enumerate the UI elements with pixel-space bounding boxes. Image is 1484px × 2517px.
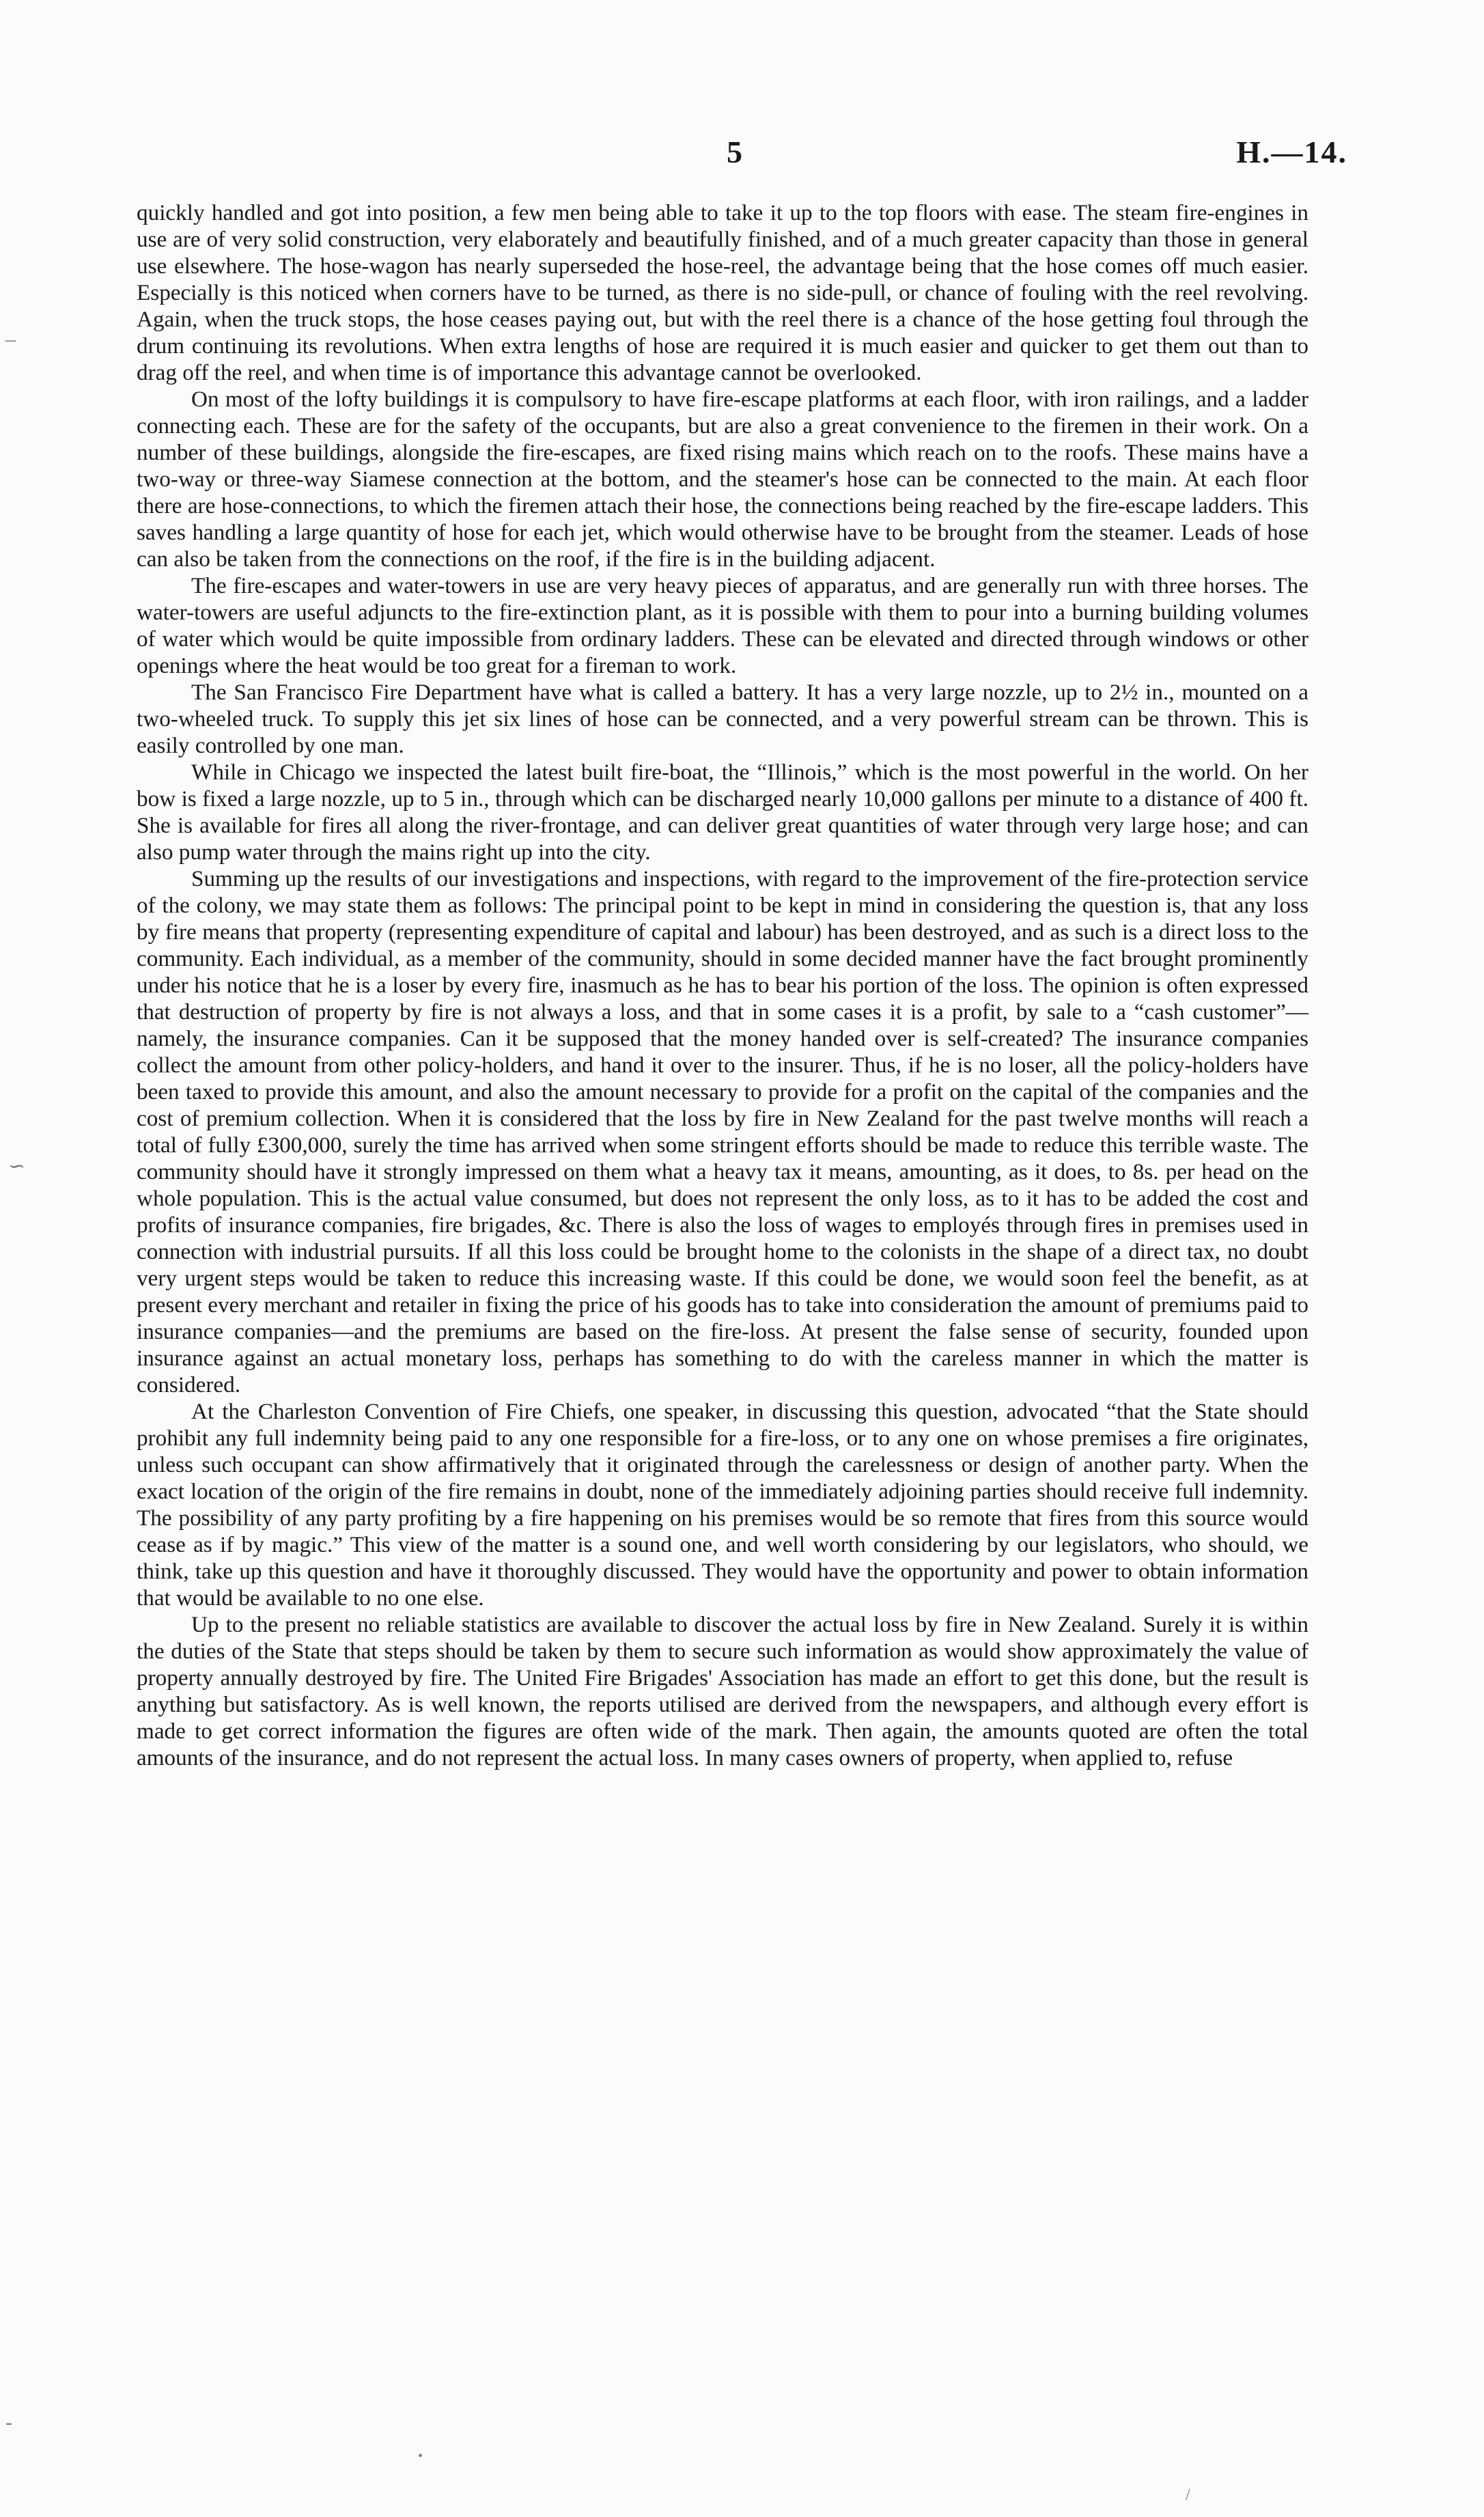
page-number: 5 xyxy=(727,135,743,169)
paragraph: At the Charleston Convention of Fire Chiefs, one speaker, in discussing this question, advocated “that the State should prohibit any full indemnity being paid to any one responsible for a fire-loss, or to any one on whose premises a fire originates, unless such occupant can show affirmatively that it originated through the carelessness or design of another party. When the exact location of the origin of the fire remains in doubt, none of the immediately adjoining parties should receive full indemnity. The possibility of any party profiting by a fire happening on his premises would be so remote that fires from this source would cease as if by magic.” This view of the matter is a sound one, and well worth considering by our legislators, who should, we think, take up this question and have it thoroughly discussed. They would have the opportunity and power to obtain information that would be available to no one else. xyxy=(137,1399,1308,1611)
scan-mark: – xyxy=(5,328,16,350)
scan-mark: • xyxy=(418,2449,423,2464)
scan-mark: - xyxy=(5,2411,12,2434)
body-text xyxy=(137,199,1308,1771)
paragraph: While in Chicago we inspected the latest built fire-boat, the “Illinois,” which is the most powerful in the world. On her bow is fixed a large nozzle, up to 5 in., through which can be discharged nearly 10,000 gallons per minute to a distance of 400 ft. She is available for fires all along the river-frontage, and can deliver great quantities of water through very large hose; and can also pump water through the mains right up into the city. xyxy=(137,760,1308,865)
paragraph: The San Francisco Fire Department have what is called a battery. It has a very large nozzle, up to 2½ in., mounted on a two-wheeled truck. To supply this jet six lines of hose can be connected, and a very powerful stream can be thrown. This is easily controlled by one man. xyxy=(137,680,1308,758)
paragraph: Up to the present no reliable statistics are available to discover the actual loss by fire in New Zealand. Surely it is within the duties of the State that steps should be taken by them to secure such information as would show approximately the value of property annually destroyed by fire. The United Fire Brigades' Association has made an effort to get this done, but the result is anything but satisfactory. As is well known, the reports utilised are derived from the newspapers, and although every effort is made to get correct information the figures are often wide of the mark. Then again, the amounts quoted are often the total amounts of the insurance, and do not represent the actual loss. In many cases owners of property, when applied to, refuse xyxy=(137,1612,1308,1770)
paragraph: quickly handled and got into position, a few men being able to take it up to the top floors with ease. The steam fire-engines in use are of very solid construction, very elaborately and beautifully finished, and of a much greater capacity than those in general use elsewhere. The hose-wagon has nearly superseded the hose-reel, the advantage being that the hose comes off much easier. Especially is this noticed when corners have to be turned, as there is no side-pull, or chance of fouling with the reel revolving. Again, when the truck stops, the hose ceases paying out, but with the reel there is a chance of the hose getting foul through the drum continuing its revolutions. When extra lengths of hose are required it is much easier and quicker to get them out than to drag off the reel, and when time is of importance this advantage cannot be overlooked. xyxy=(137,200,1308,385)
scan-mark: ∽ xyxy=(8,1155,26,1178)
document-reference: H.—14. xyxy=(1236,135,1347,169)
scan-mark: / xyxy=(1186,2486,1190,2504)
paragraph: Summing up the results of our investigations and inspections, with regard to the improvement of the fire-protection service of the colony, we may state them as follows: The principal point to be kept in mind in considering the question is, that any loss by fire means that property (representing expenditure of capital and labour) has been destroyed, and as such is a direct loss to the community. Each individual, as a member of the community, should in some decided manner have the fact brought prominently under his notice that he is a loser by every fire, inasmuch as he has to bear his portion of the loss. The opinion is often expressed that destruction of property by fire is not always a loss, and that in some cases it is a profit, by sale to a “cash customer”—namely, the insurance companies. Can it be supposed that the money handed over is self-created? The insurance companies collect the amount from other policy-holders, and hand it over to the insurer. Thus, if he is no loser, all the policy-holders have been taxed to provide this amount, and also the amount necessary to provide for a profit on the capital of the companies and the cost of premium collection. When it is considered that the loss by fire in New Zealand for the past twelve months will reach a total of fully £300,000, surely the time has arrived when some stringent efforts should be made to reduce this terrible waste. The community should have it strongly impressed on them what a heavy tax it means, amounting, as it does, to 8s. per head on the whole population. This is the actual value consumed, but does not represent the only loss, as to it has to be added the cost and profits of insurance companies, fire brigades, &c. There is also the loss of wages to employés through fires in premises used in connection with industrial pursuits. If all this loss could be brought home to the colonists in the shape of a direct tax, no doubt very urgent steps would be taken to reduce this increasing waste. If this could be done, we would soon feel the benefit, as at present every merchant and retailer in fixing the price of his goods has to take into consideration the amount of premiums paid to insurance companies—and the premiums are based on the fire-loss. At present the false sense of security, founded upon insurance against an actual monetary loss, perhaps has something to do with the careless manner in which the matter is considered. xyxy=(137,866,1308,1397)
paragraph: On most of the lofty buildings it is compulsory to have fire-escape platforms at each floor, with iron railings, and a ladder connecting each. These are for the safety of the occupants, but are also a great convenience to the firemen in their work. On a number of these buildings, alongside the fire-escapes, are fixed rising mains which reach on to the roofs. These mains have a two-way or three-way Siamese connection at the bottom, and the steamer's hose can be connected to the main. At each floor there are hose-connections, to which the firemen attach their hose, the connections being reached by the fire-escape ladders. This saves handling a large quantity of hose for each jet, which would otherwise have to be brought from the steamer. Leads of hose can also be taken from the connections on the roof, if the fire is in the building adjacent. xyxy=(137,387,1308,572)
paragraph: The fire-escapes and water-towers in use are very heavy pieces of apparatus, and are generally run with three horses. The water-towers are useful adjuncts to the fire-extinction plant, as it is possible with them to pour into a burning building volumes of water which would be quite impossible from ordinary ladders. These can be elevated and directed through windows or other openings where the heat would be too great for a fireman to work. xyxy=(137,573,1308,678)
